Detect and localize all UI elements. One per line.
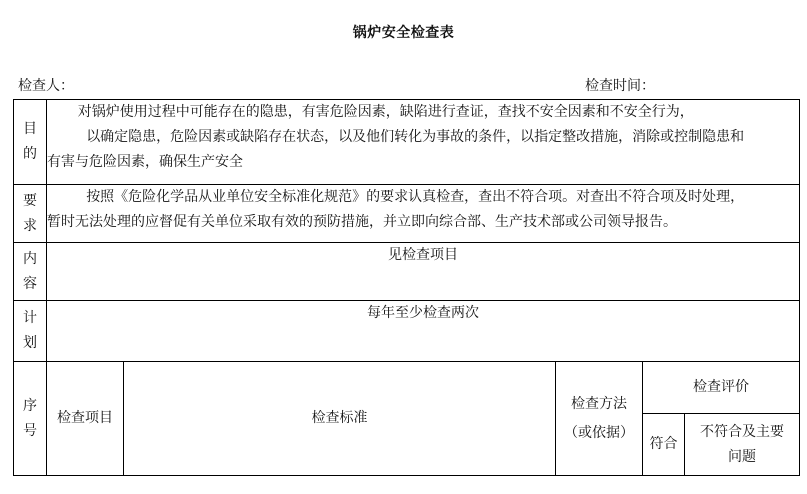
purpose-label-char-2: 的 (23, 146, 37, 162)
header-nonconform-line-1: 不符合及主要 (700, 423, 785, 440)
requirement-line-1: 按照《危险化学品从业单位安全标准化规范》的要求认真检查，查出不符合项。对查出不符合项及时处理， (86, 189, 745, 205)
inspector-label: 检查人： (18, 78, 74, 94)
header-nonconform-line-2: 问题 (728, 448, 757, 465)
header-conform: 符合 (643, 414, 685, 476)
content-text: 见检查项目 (47, 243, 800, 301)
header-standard: 检查标准 (124, 362, 556, 476)
purpose-text (47, 100, 800, 185)
header-item: 检查项目 (47, 362, 124, 476)
header-method-line-1: 检查方法 (571, 395, 627, 412)
inspection-sheet (13, 99, 800, 476)
header-seq-char-1: 序 (23, 397, 37, 414)
header-method (556, 362, 643, 476)
requirement-label-char-2: 求 (23, 217, 37, 234)
requirement-row (14, 185, 800, 243)
content-row (14, 243, 800, 301)
requirement-label (14, 185, 47, 243)
plan-row (14, 301, 800, 362)
content-label-char-2: 容 (23, 275, 37, 292)
purpose-label-char-1: 目 (23, 121, 37, 137)
header-seq (14, 362, 47, 476)
purpose-row (14, 100, 800, 185)
header-nonconform (685, 414, 800, 476)
plan-label-char-2: 划 (23, 335, 37, 351)
requirement-text (47, 185, 800, 243)
purpose-line-2: 以确定隐患，危险因素或缺陷存在状态，以及他们转化为事故的条件，以指定整改措施，消除或控制隐患和 (86, 129, 745, 145)
document-title: 锅炉安全检查表 (352, 25, 455, 41)
requirement-line-2: 暂时无法处理的应督促有关单位采取有效的预防措施，并立即向综合部、生产技术部或公司领导报告。 (47, 214, 677, 230)
inspection-time-label: 检查时间： (585, 78, 655, 94)
purpose-label (14, 100, 47, 185)
plan-label-char-1: 计 (23, 310, 37, 326)
content-label-char-1: 内 (23, 250, 37, 267)
header-seq-char-2: 号 (23, 422, 37, 439)
plan-label (14, 301, 47, 362)
purpose-line-1: 对锅炉使用过程中可能存在的隐患，有害危险因素，缺陷进行查证，查找不安全因素和不安全行为， (77, 104, 694, 120)
content-label (14, 243, 47, 301)
purpose-line-3: 有害与危险因素，确保生产安全 (47, 154, 243, 170)
header-evaluation: 检查评价 (643, 362, 800, 414)
table-header-row-1 (14, 362, 800, 414)
header-method-line-2: （或依据） (564, 424, 634, 441)
requirement-label-char-1: 要 (23, 192, 37, 209)
plan-text: 每年至少检查两次 (47, 301, 800, 362)
